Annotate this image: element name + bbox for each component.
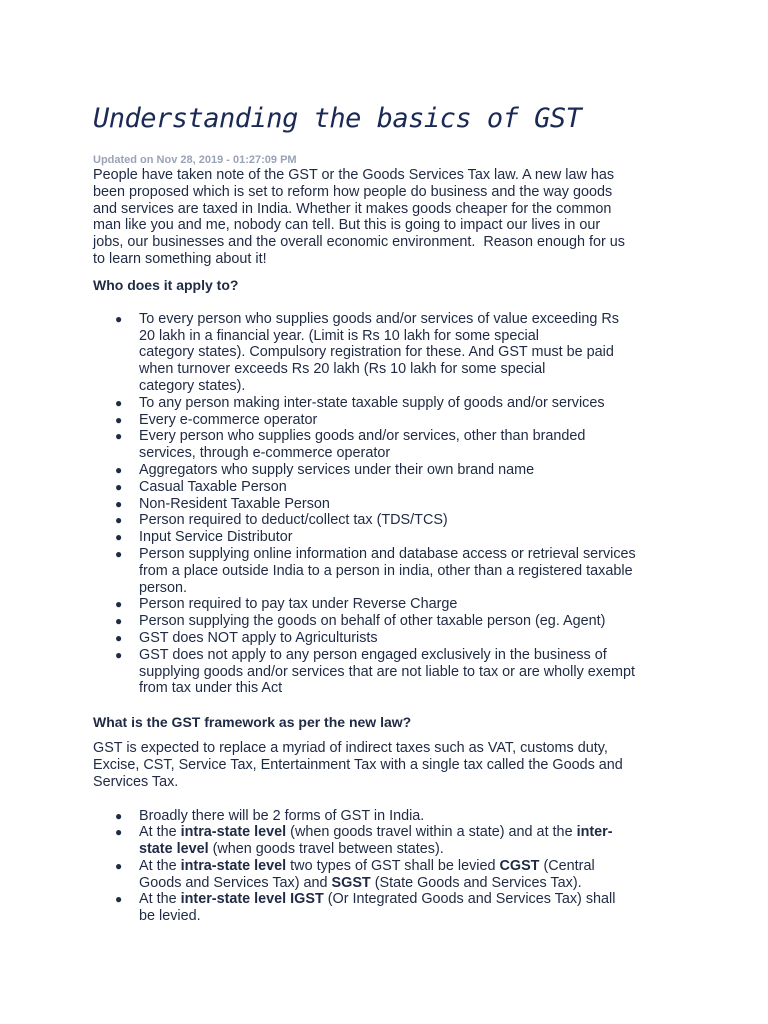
bullet-icon: ● bbox=[115, 513, 123, 528]
list-item: ● At the intra-state level two types of GST shall be levied CGST (Central Goods and Services Tax) and SGST (State Goods and Services Tax). bbox=[115, 857, 595, 891]
section-heading-framework: What is the GST framework as per the new law? bbox=[93, 714, 412, 731]
list-item: ● Broadly there will be 2 forms of GST in India. bbox=[115, 807, 425, 824]
list-item: ● Non-Resident Taxable Person bbox=[115, 495, 330, 512]
list-item: ● Casual Taxable Person bbox=[115, 478, 287, 495]
page-title: Understanding the basics of GST bbox=[93, 103, 582, 134]
document-page bbox=[93, 96, 683, 925]
bullet-icon: ● bbox=[115, 614, 123, 629]
bullet-icon: ● bbox=[115, 892, 123, 907]
section-heading-who: Who does it apply to? bbox=[93, 276, 239, 293]
bullet-icon: ● bbox=[115, 530, 123, 545]
bullet-icon: ● bbox=[115, 647, 123, 662]
list-item: ● Every person who supplies goods and/or services, other than branded services, through e-commerce operator bbox=[115, 428, 586, 462]
bullet-icon: ● bbox=[115, 546, 123, 561]
list-item: ● Input Service Distributor bbox=[115, 529, 293, 546]
bullet-icon: ● bbox=[115, 412, 123, 427]
list-item: ● Person supplying online information and database access or retrieval services from a place outside India to a person in india, other than a registered taxable person. bbox=[115, 545, 636, 596]
bullet-icon: ● bbox=[115, 597, 123, 612]
intro-line: and services are taxed in India. Whether it makes goods cheaper for the common bbox=[93, 200, 612, 217]
bullet-icon: ● bbox=[115, 479, 123, 494]
framework-paragraph bbox=[93, 740, 683, 790]
bullet-icon: ● bbox=[115, 630, 123, 645]
list-item: ● To every person who supplies goods and/or services of value exceeding Rs 20 lakh in a financial year. (Limit is Rs 10 lakh for some special category states). Compulsory registration for these. And GST must be paid when turnover exceeds Rs 20 lakh (Rs 10 lakh for some special category states). bbox=[115, 310, 619, 394]
intro-line: to learn something about it! bbox=[93, 250, 267, 267]
list-item: ● Person required to pay tax under Reverse Charge bbox=[115, 596, 458, 613]
bullet-icon: ● bbox=[115, 496, 123, 511]
framework-line: GST is expected to replace a myriad of indirect taxes such as VAT, customs duty, bbox=[93, 740, 608, 757]
gst-forms-list bbox=[93, 808, 683, 926]
list-item: ● At the inter-state level IGST (Or Integrated Goods and Services Tax) shall be levied. bbox=[115, 891, 616, 925]
bullet-icon: ● bbox=[115, 395, 123, 410]
framework-line: Services Tax. bbox=[93, 773, 179, 790]
applicability-list bbox=[93, 311, 683, 697]
bullet-icon: ● bbox=[115, 311, 123, 326]
intro-line: man like you and me, nobody can tell. But this is going to impact our lives in our bbox=[93, 217, 601, 234]
intro-paragraph bbox=[93, 167, 683, 268]
list-item: ● Every e-commerce operator bbox=[115, 411, 318, 428]
bullet-icon: ● bbox=[115, 825, 123, 840]
intro-line: jobs, our businesses and the overall economic environment. Reason enough for us bbox=[93, 234, 625, 251]
framework-line: Excise, CST, Service Tax, Entertainment Tax with a single tax called the Goods and bbox=[93, 756, 623, 773]
intro-line: People have taken note of the GST or the Goods Services Tax law. A new law has bbox=[93, 167, 615, 183]
list-item: ● To any person making inter-state taxable supply of goods and/or services bbox=[115, 394, 605, 411]
updated-timestamp: Updated on Nov 28, 2019 - 01:27:09 PM bbox=[93, 154, 297, 166]
list-item: ● Aggregators who supply services under their own brand name bbox=[115, 461, 535, 478]
bullet-icon: ● bbox=[115, 429, 123, 444]
intro-line: been proposed which is set to reform how people do business and the way goods bbox=[93, 183, 613, 200]
bullet-icon: ● bbox=[115, 808, 123, 823]
list-item: ● At the intra-state level (when goods travel within a state) and at the inter- state level (when goods travel between states). bbox=[115, 824, 613, 858]
list-item: ● Person supplying the goods on behalf of other taxable person (eg. Agent) bbox=[115, 613, 606, 630]
bullet-icon: ● bbox=[115, 858, 123, 873]
bullet-icon: ● bbox=[115, 462, 123, 477]
list-item: ● Person required to deduct/collect tax (TDS/TCS) bbox=[115, 512, 448, 529]
list-item: ● GST does NOT apply to Agriculturists bbox=[115, 629, 378, 646]
list-item: ● GST does not apply to any person engaged exclusively in the business of supplying goods and/or services that are not liable to tax or are wholly exempt from tax under this Act bbox=[115, 646, 635, 697]
